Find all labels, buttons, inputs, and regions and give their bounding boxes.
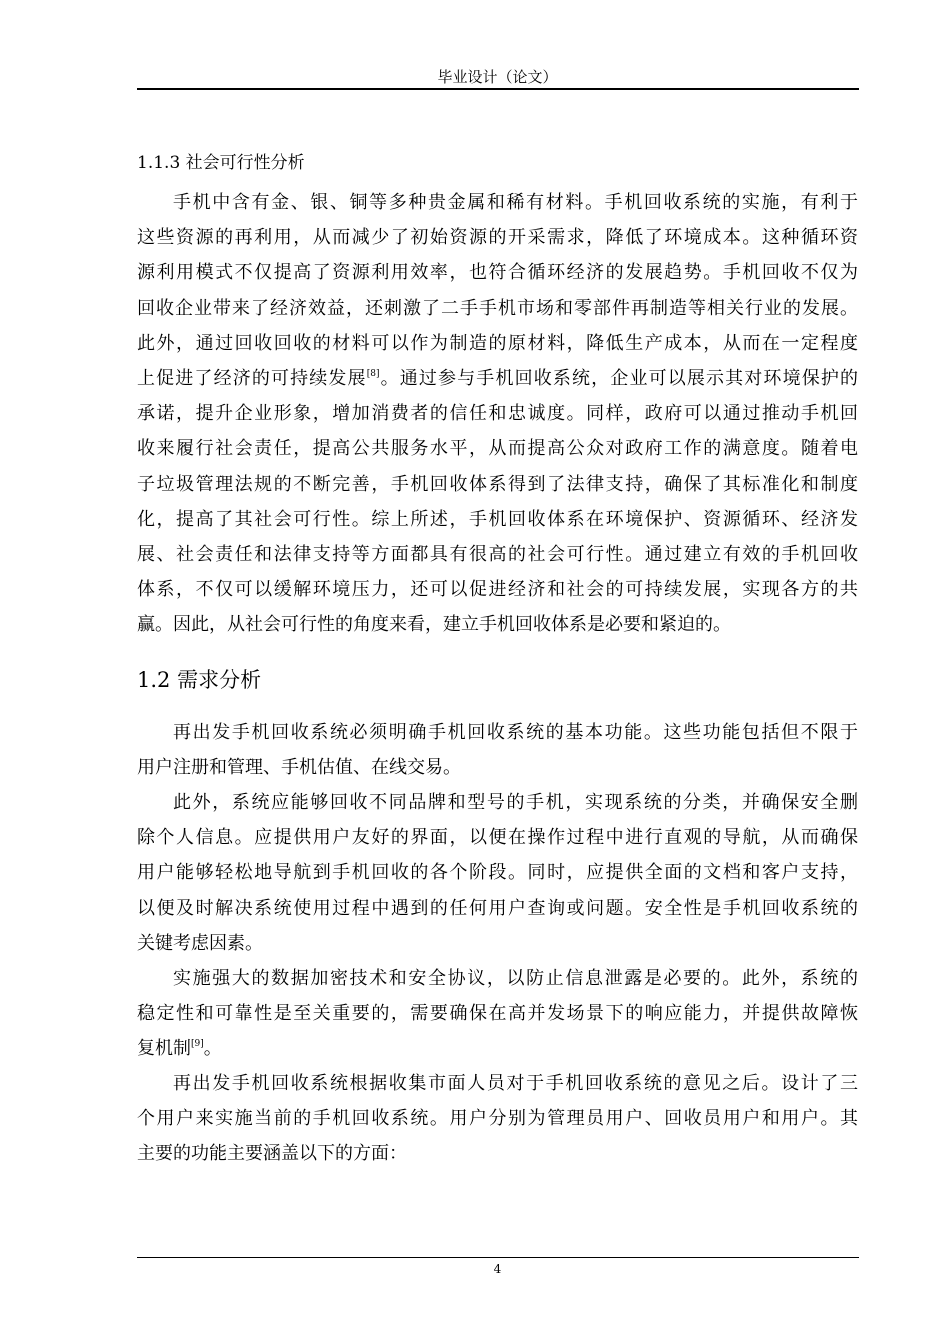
header-rule (137, 88, 859, 90)
text-line: 子垃圾管理法规的不断完善，手机回收体系得到了法律支持，确保了其标准化和制度 (137, 473, 858, 495)
text-line: 个用户来实施当前的手机回收系统。用户分别为管理员用户、回收员用户和用户。其 (137, 1108, 858, 1130)
text-line: 稳定性和可靠性是至关重要的，需要确保在高并发场景下的响应能力，并提供故障恢 (137, 1003, 858, 1025)
text-line: 展、社会责任和法律支持等方面都具有很高的社会可行性。通过建立有效的手机回收 (137, 543, 858, 565)
section-heading-1-2: 1.2 需求分析 (137, 668, 262, 692)
section-heading-1-1-3: 1.1.3 社会可行性分析 (137, 153, 305, 173)
text-line: 此外，系统应能够回收不同品牌和型号的手机，实现系统的分类，并确保安全删 (173, 792, 858, 813)
citation-9: [9] (191, 1039, 204, 1050)
text-line: 这些资源的再利用，从而减少了初始资源的开采需求，降低了环境成本。这种循环资 (137, 227, 858, 249)
citation-8: [8] (366, 368, 380, 379)
text-line: 收来履行社会责任，提高公共服务水平，从而提高公众对政府工作的满意度。随着电 (137, 438, 858, 460)
text-line: 以便及时解决系统使用过程中遇到的任何用户查询或问题。安全性是手机回收系统的 (137, 897, 858, 919)
text-line: 承诺，提升企业形象，增加消费者的信任和忠诚度。同样，政府可以通过推动手机回 (137, 403, 858, 425)
text-line: 此外，通过回收回收的材料可以作为制造的原材料，降低生产成本，从而在一定程度 (137, 332, 858, 354)
text-line: 化，提高了其社会可行性。综上所述，手机回收体系在环境保护、资源循环、经济发 (137, 508, 858, 530)
text-line: 主要的功能主要涵盖以下的方面： (137, 1143, 407, 1165)
text-line: 赢。因此，从社会可行性的角度来看，建立手机回收体系是必要和紧迫的。 (137, 614, 731, 636)
text-span: 。通过参与手机回收系统，企业可以展示其对环境保护的 (379, 367, 858, 389)
text-line: 除个人信息。应提供用户友好的界面，以便在操作过程中进行直观的导航，从而确保 (137, 827, 858, 849)
page-number: 4 (493, 1262, 502, 1276)
text-line: 关键考虑因素。 (137, 932, 263, 954)
running-header: 毕业设计（论文） (437, 68, 558, 86)
text-line: 体系，不仅可以缓解环境压力，还可以促进经济和社会的可持续发展，实现各方的共 (137, 579, 858, 601)
footer-rule (137, 1257, 859, 1258)
text-line (137, 361, 858, 396)
text-line: 实施强大的数据加密技术和安全协议，以防止信息泄露是必要的。此外，系统的 (173, 968, 858, 989)
paragraph-users (137, 1066, 858, 1172)
paragraph-basic-functions (137, 715, 858, 785)
text-line: 源利用模式不仅提高了资源利用效率，也符合循环经济的发展趋势。手机回收不仅为 (137, 262, 858, 284)
paragraph-security (137, 961, 858, 1067)
text-line: 用户能够轻松地导航到手机回收的各个阶段。同时，应提供全面的文档和客户支持， (137, 862, 858, 884)
paragraph-classification (137, 785, 858, 961)
text-line: 再出发手机回收系统根据收集市面人员对于手机回收系统的意见之后。设计了三 (173, 1073, 858, 1094)
text-line: 用户注册和管理、手机估值、在线交易。 (137, 757, 461, 779)
text-line: 回收企业带来了经济效益，还刺激了二手手机市场和零部件再制造等相关行业的发展。 (137, 297, 858, 319)
text-span: 。 (203, 1038, 222, 1060)
text-line (137, 1031, 858, 1066)
paragraph-social-feasibility (137, 185, 858, 642)
text-span: 复机制 (137, 1038, 191, 1060)
text-line: 再出发手机回收系统必须明确手机回收系统的基本功能。这些功能包括但不限于 (173, 722, 858, 743)
text-span: 上促进了经济的可持续发展 (137, 367, 367, 389)
text-line: 手机中含有金、银、铜等多种贵金属和稀有材料。手机回收系统的实施，有利于 (173, 192, 858, 213)
